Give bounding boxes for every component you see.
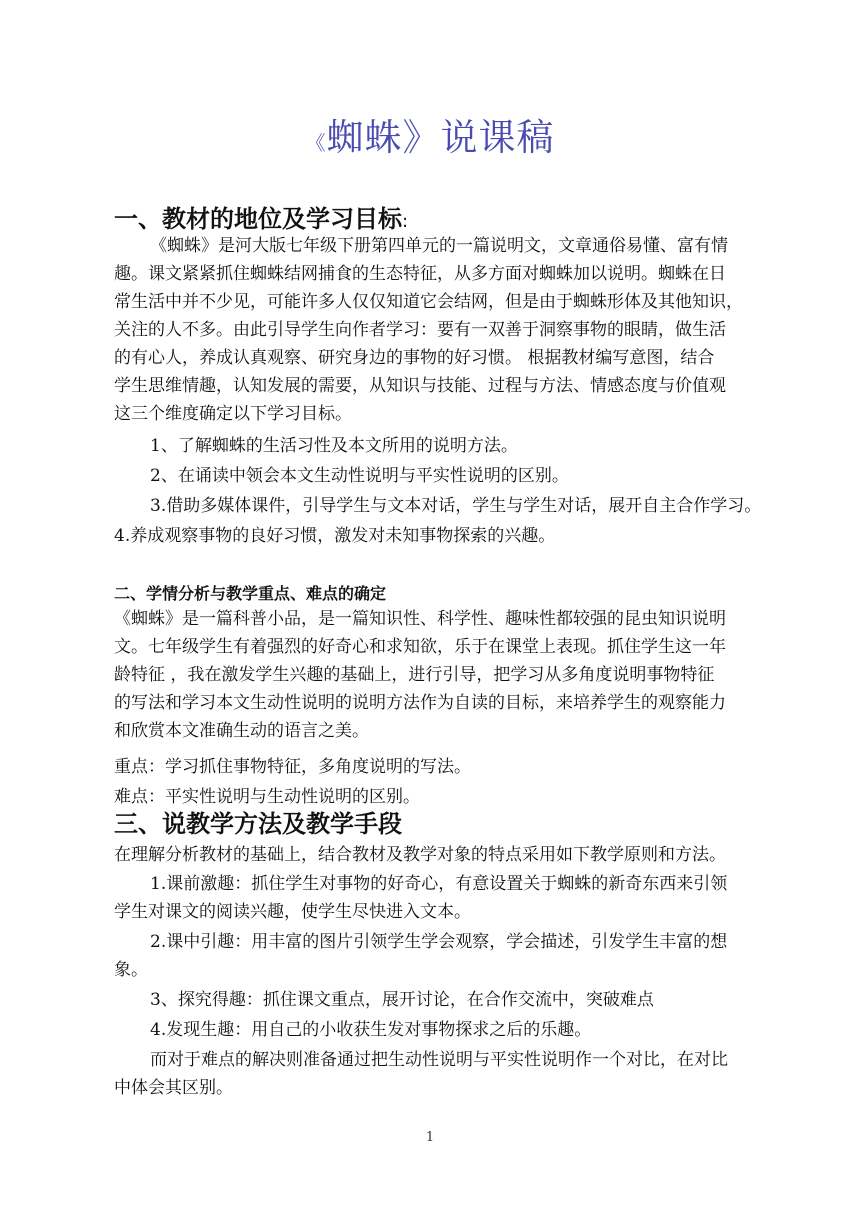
title-open-quote: 《 <box>305 131 327 155</box>
section3-line-4: 2.课中引趣：用丰富的图片引领学生学会观察，学会描述，引发学生丰富的想 <box>150 932 728 952</box>
section2-line-5: 和欣赏本文准确生动的语言之美。 <box>114 721 369 741</box>
section2-key-point: 重点：学习抓住事物特征，多角度说明的写法。 <box>114 757 471 777</box>
section3-line-7: 4.发现生趣：用自己的小收获生发对事物探求之后的乐趣。 <box>150 1020 592 1040</box>
section2-heading: 二、学情分析与教学重点、难点的确定 <box>114 584 387 603</box>
section1-line-2: 趣。课文紧紧抓住蜘蛛结网捕食的生态特征，从多方面对蜘蛛加以说明。蜘蛛在日 <box>114 264 726 284</box>
section3-line-9: 中体会其区别。 <box>114 1078 233 1098</box>
section1-heading-colon: : <box>402 211 409 232</box>
section1-line-6: 学生思维情趣，认知发展的需要，从知识与技能、过程与方法、情感态度与价值观 <box>114 376 726 396</box>
section2-line-4: 的写法和学习本文生动性说明的说明方法作为自读的目标，来培养学生的观察能力 <box>114 693 726 713</box>
section1-line-3: 常生活中并不少见，可能许多人仅仅知道它会结网，但是由于蜘蛛形体及其他知识， <box>114 292 743 312</box>
section1-goal-4: 4.养成观察事物的良好习惯，激发对未知事物探索的兴趣。 <box>114 526 556 546</box>
document-title <box>0 112 860 169</box>
title-text: 蜘蛛》说课稿 <box>326 116 555 159</box>
section1-goal-3: 3.借助多媒体课件，引导学生与文本对话，学生与学生对话，展开自主合作学习。 <box>150 496 762 516</box>
section3-heading: 三、说教学方法及教学手段 <box>114 810 402 838</box>
section3-line-5: 象。 <box>114 960 148 980</box>
section2-line-2: 文。七年级学生有着强烈的好奇心和求知欲，乐于在课堂上表现。抓住学生这一年 <box>114 637 726 657</box>
section3-line-3: 学生对课文的阅读兴趣，使学生尽快进入文本。 <box>114 902 471 922</box>
section1-goal-1: 1、了解蜘蛛的生活习性及本文所用的说明方法。 <box>150 436 518 456</box>
section2-line-3: 龄特征 ，我在激发学生兴趣的基础上，进行引导，把学习从多角度说明事物特征 <box>114 665 715 685</box>
section1-heading-text: 一、教材的地位及学习目标 <box>114 205 402 233</box>
section1-line-1: 《蜘蛛》是河大版七年级下册第四单元的一篇说明文，文章通俗易懂、富有情 <box>150 236 728 256</box>
section3-line-8: 而对于难点的解决则准备通过把生动性说明与平实性说明作一个对比，在对比 <box>150 1050 728 1070</box>
section1-line-7: 这三个维度确定以下学习目标。 <box>114 404 352 424</box>
section1-goal-2: 2、在诵读中领会本文生动性说明与平实性说明的区别。 <box>150 466 569 486</box>
section3-line-2: 1.课前激趣：抓住学生对事物的好奇心，有意设置关于蜘蛛的新奇东西来引领 <box>150 874 728 894</box>
section2-line-1: 《蜘蛛》是一篇科普小品，是一篇知识性、科学性、趣味性都较强的昆虫知识说明 <box>114 609 726 629</box>
section3-line-6: 3、探究得趣：抓住课文重点，展开讨论，在合作交流中，突破难点 <box>150 990 654 1010</box>
section1-line-5: 的有心人，养成认真观察、研究身边的事物的好习惯。 根据教材编写意图，结合 <box>114 348 715 368</box>
section1-line-4: 关注的人不多。由此引导学生向作者学习：要有一双善于洞察事物的眼睛，做生活 <box>114 320 726 340</box>
section3-line-1: 在理解分析教材的基础上，结合教材及教学对象的特点采用如下教学原则和方法。 <box>114 845 726 865</box>
page-number: 1 <box>425 1130 435 1145</box>
section2-difficulty: 难点：平实性说明与生动性说明的区别。 <box>114 787 420 807</box>
